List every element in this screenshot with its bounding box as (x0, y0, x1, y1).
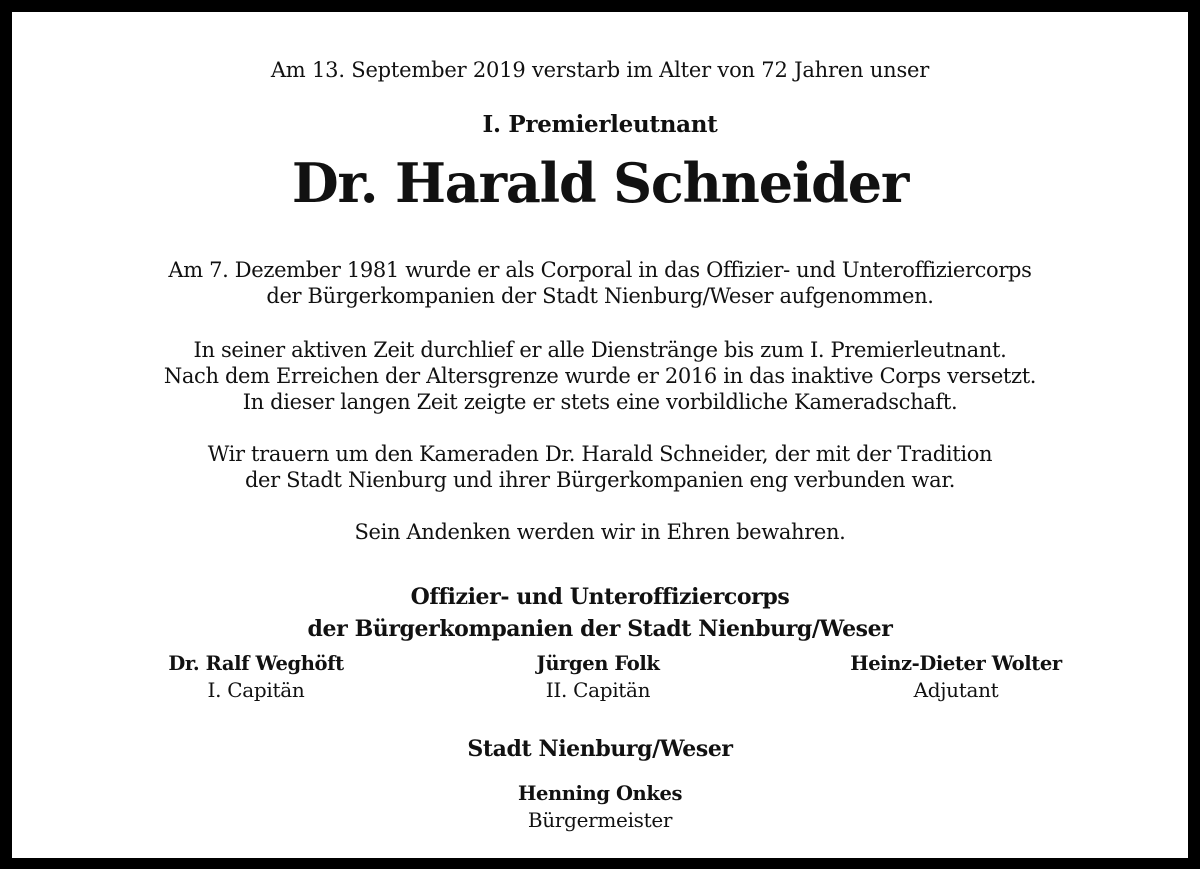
signer-title: II. Capitän (545, 678, 651, 702)
organization-heading (12, 581, 1188, 645)
organization-line: Offizier- und Unteroffiziercorps (410, 584, 790, 610)
obituary-notice (12, 12, 1188, 858)
intro-line: Am 13. September 2019 verstarb im Alter von 72 Jahren unser (270, 58, 930, 82)
paragraph-membership (12, 257, 1188, 309)
signer-adjutant (796, 650, 1116, 704)
paragraph-line: Sein Andenken werden wir in Ehren bewahren. (354, 520, 846, 544)
paragraph-line: der Stadt Nienburg und ihrer Bürgerkompanien eng verbunden war. (244, 468, 956, 492)
signer-mayor (12, 780, 1188, 834)
paragraph-line: In dieser langen Zeit zeigte er stets eine vorbildliche Kameradschaft. (242, 390, 958, 414)
signer-title: Bürgermeister (527, 808, 673, 832)
signer-name: Jürgen Folk (536, 652, 660, 675)
paragraph-line: In seiner aktiven Zeit durchlief er alle Dienstränge bis zum I. Premierleutnant. (193, 338, 1007, 362)
signer-first-captain (96, 650, 416, 704)
deceased-rank: I. Premierleutnant (482, 111, 718, 138)
paragraph-career (12, 337, 1188, 415)
paragraph-line: der Bürgerkompanien der Stadt Nienburg/Weser aufgenommen. (266, 284, 934, 308)
city-heading: Stadt Nienburg/Weser (467, 736, 733, 762)
signer-name: Dr. Ralf Weghöft (168, 652, 344, 675)
signer-title: Adjutant (913, 678, 999, 702)
paragraph-line: Nach dem Erreichen der Altersgrenze wurde er 2016 in das inaktive Corps versetzt. (163, 364, 1037, 388)
signer-title: I. Capitän (207, 678, 305, 702)
paragraph-line: Wir trauern um den Kameraden Dr. Harald Schneider, der mit der Tradition (207, 442, 993, 466)
paragraph-line: Am 7. Dezember 1981 wurde er als Corporal in das Offizier- und Unteroffiziercorps (168, 258, 1032, 282)
paragraph-remembrance (12, 519, 1188, 545)
deceased-name: Dr. Harald Schneider (291, 151, 909, 215)
signer-name: Heinz-Dieter Wolter (850, 652, 1062, 675)
organization-line: der Bürgerkompanien der Stadt Nienburg/Weser (307, 616, 893, 642)
signer-name: Henning Onkes (517, 782, 683, 805)
paragraph-mourning (12, 441, 1188, 493)
signer-second-captain (438, 650, 758, 704)
